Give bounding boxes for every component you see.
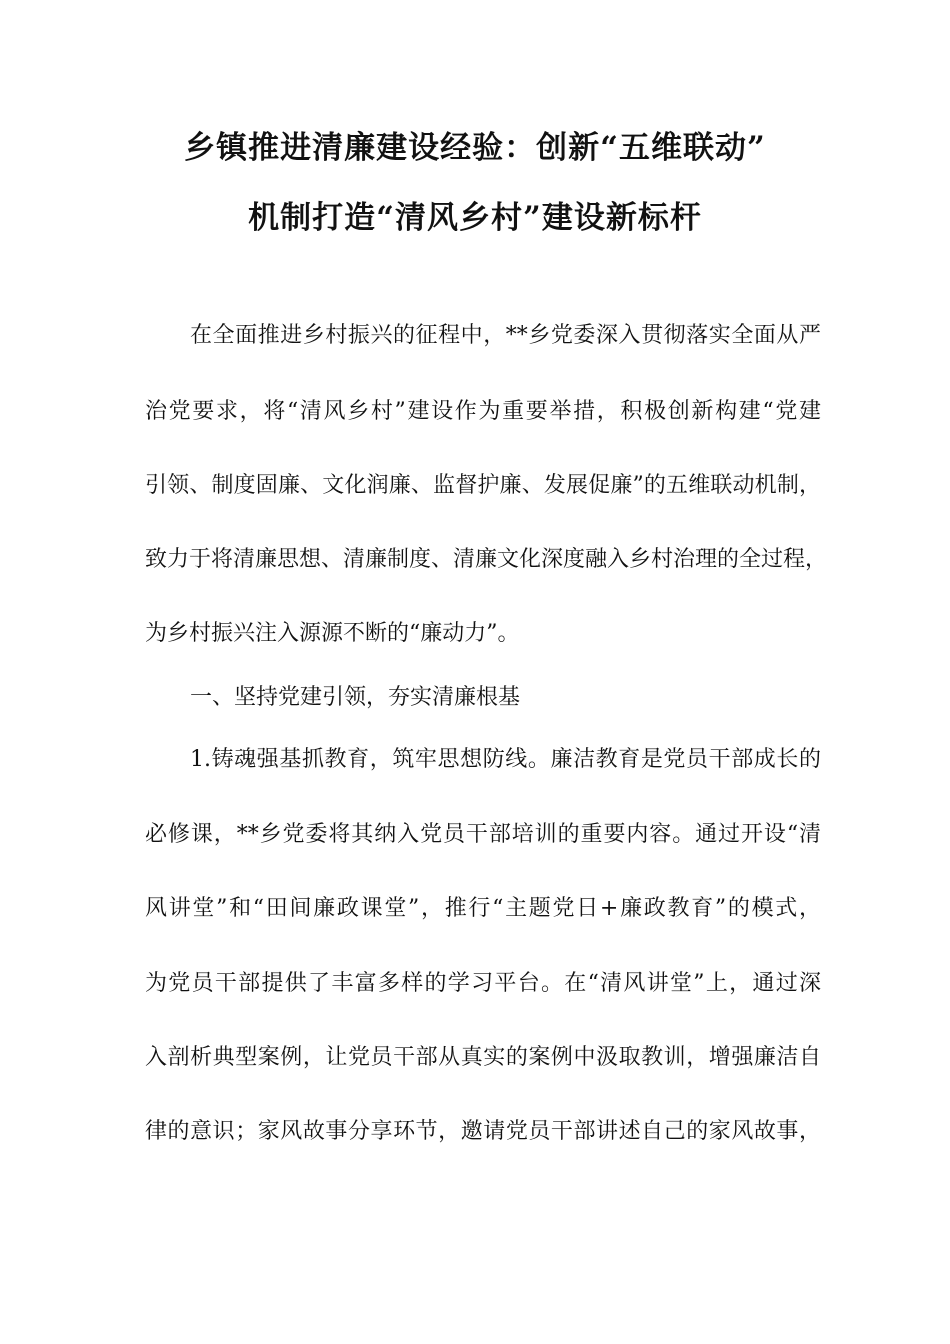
paragraph-line: 必修课，**乡党委将其纳入党员干部培训的重要内容。通过开设“清	[145, 822, 821, 847]
paragraph-line: 引领、制度固廉、文化润廉、监督护廉、发展促廉”的五维联动机制，	[145, 473, 821, 498]
paragraph-line: 致力于将清廉思想、清廉制度、清廉文化深度融入乡村治理的全过程，	[145, 547, 828, 572]
paragraph-line: 为乡村振兴注入源源不断的“廉动力”。	[145, 621, 520, 646]
document-title-line-1: 乡镇推进清廉建设经验：创新“五维联动”	[184, 130, 766, 166]
paragraph-line: 为党员干部提供了丰富多样的学习平台。在“清风讲堂”上，通过深	[145, 971, 821, 996]
paragraph-line: 风讲堂”和“田间廉政课堂”，推行“主题党日+廉政教育”的模式，	[145, 896, 821, 921]
paragraph-line: 在全面推进乡村振兴的征程中，**乡党委深入贯彻落实全面从严	[190, 323, 821, 348]
paragraph-line: 1.铸魂强基抓教育，筑牢思想防线。廉洁教育是党员干部成长的	[190, 747, 821, 772]
document-title-line-2: 机制打造“清风乡村”建设新标杆	[248, 200, 702, 236]
section-heading: 一、坚持党建引领，夯实清廉根基	[190, 685, 521, 710]
paragraph-line: 治党要求，将“清风乡村”建设作为重要举措，积极创新构建“党建	[145, 399, 821, 424]
paragraph-line: 入剖析典型案例，让党员干部从真实的案例中汲取教训，增强廉洁自	[145, 1045, 821, 1070]
paragraph-line: 律的意识；家风故事分享环节，邀请党员干部讲述自己的家风故事，	[145, 1119, 821, 1144]
